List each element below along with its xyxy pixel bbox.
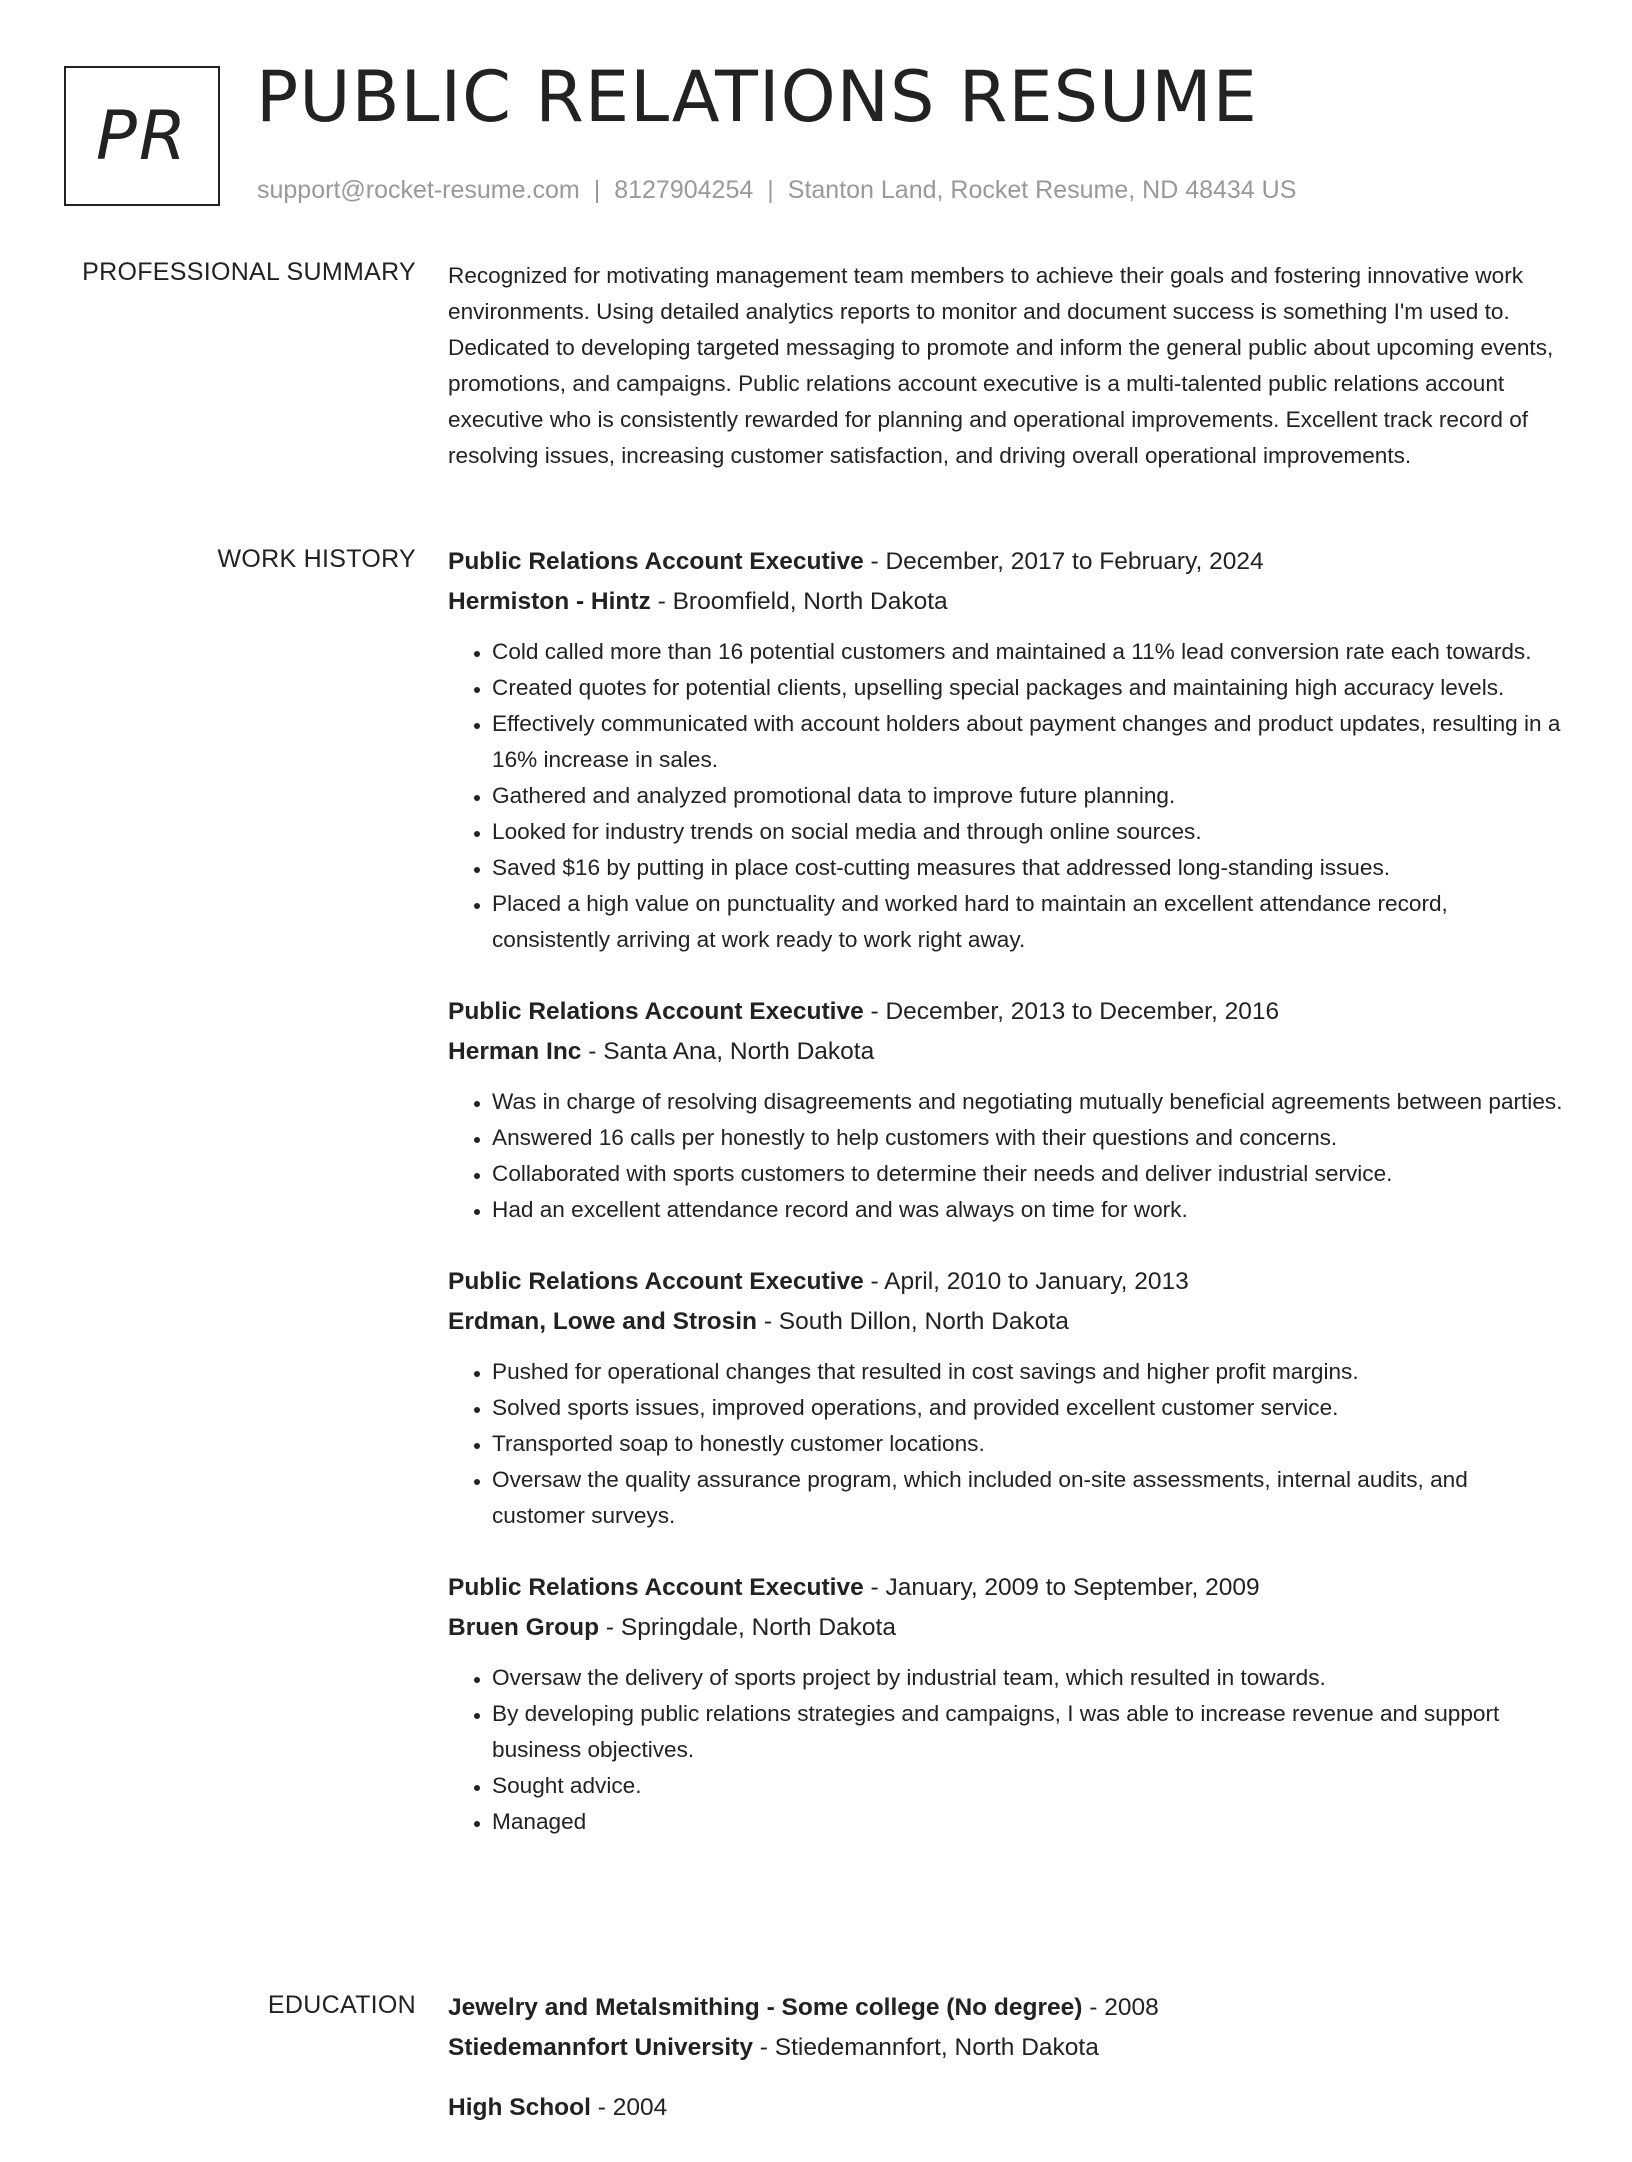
education-location: - Stiedemannfort, North Dakota (752, 2034, 1099, 2061)
section-label-education: EDUCATION (267, 1991, 416, 2019)
job-location: - Santa Ana, North Dakota (581, 1038, 875, 1065)
job-bullet: • Oversaw the quality assurance program, which included on-site assessments, internal audits, and customer surveys. (492, 1462, 1566, 1534)
job-bullet: • Gathered and analyzed promotional data to improve future planning. (492, 778, 1566, 814)
job-title-line (448, 542, 1566, 582)
contact-separator: | (593, 176, 601, 204)
job-bullet: • Effectively communicated with account holders about payment changes and product updates, resulting in a 16% increase in sales. (492, 706, 1566, 778)
education-body (448, 1988, 1566, 2162)
job-bullets (448, 1354, 1566, 1534)
contact-address: Stanton Land, Rocket Resume, ND 48434 US (787, 176, 1297, 204)
education-entry (448, 2088, 1566, 2128)
education-degree-line (448, 1988, 1566, 2028)
job-entry (448, 992, 1566, 1228)
job-company-line (448, 582, 1566, 622)
education-year: - 2004 (590, 2094, 668, 2121)
job-company: Bruen Group (448, 1614, 600, 1641)
job-bullet: • Had an excellent attendance record and was always on time for work. (492, 1192, 1566, 1228)
education-school-line (448, 2028, 1566, 2068)
contact-line (257, 176, 1296, 205)
education-school: Stiedemannfort University (448, 2034, 753, 2061)
job-location: - Broomfield, North Dakota (650, 588, 948, 615)
job-dates: - January, 2009 to September, 2009 (863, 1574, 1260, 1601)
resume-title: PUBLIC RELATIONS RESUME (256, 56, 1258, 138)
job-company-line (448, 1032, 1566, 1072)
job-bullet: • Transported soap to honestly customer locations. (492, 1426, 1566, 1462)
job-location: - South Dillon, North Dakota (757, 1308, 1069, 1335)
job-title: Public Relations Account Executive (448, 998, 864, 1025)
job-bullet: • Pushed for operational changes that resulted in cost savings and higher profit margins. (492, 1354, 1566, 1390)
job-bullet: • Cold called more than 16 potential customers and maintained a 11% lead conversion rate each towards. (492, 634, 1566, 670)
job-bullet: • Managed (492, 1804, 1566, 1840)
job-location: - Springdale, North Dakota (599, 1614, 896, 1641)
job-bullet: • Oversaw the delivery of sports project by industrial team, which resulted in towards. (492, 1660, 1566, 1696)
job-title-line (448, 1568, 1566, 1608)
contact-separator: | (767, 176, 774, 204)
job-bullets (448, 634, 1566, 958)
job-bullet: • Saved $16 by putting in place cost-cutting measures that addressed long-standing issues. (492, 850, 1566, 886)
section-label-summary: PROFESSIONAL SUMMARY (82, 258, 416, 286)
job-bullets (448, 1660, 1566, 1840)
job-bullet: • Answered 16 calls per honestly to help customers with their questions and concerns. (492, 1120, 1566, 1156)
job-title: Public Relations Account Executive (448, 548, 864, 575)
job-entry (448, 1262, 1566, 1534)
education-year: - 2008 (1082, 1994, 1159, 2021)
monogram-initials: PR (95, 96, 189, 176)
job-bullet: • By developing public relations strategies and campaigns, I was able to increase revenue and support business objectives. (492, 1696, 1566, 1768)
job-entry (448, 542, 1566, 958)
job-bullet: • Collaborated with sports customers to determine their needs and deliver industrial service. (492, 1156, 1566, 1192)
job-bullet: • Was in charge of resolving disagreements and negotiating mutually beneficial agreements between parties. (492, 1084, 1566, 1120)
job-dates: - December, 2017 to February, 2024 (863, 548, 1264, 575)
education-degree-line (448, 2088, 1566, 2128)
job-title-line (448, 992, 1566, 1032)
job-bullet: • Solved sports issues, improved operations, and provided excellent customer service. (492, 1390, 1566, 1426)
job-bullets (448, 1084, 1566, 1228)
job-title: Public Relations Account Executive (448, 1268, 864, 1295)
job-company: Erdman, Lowe and Strosin (448, 1308, 758, 1335)
work-history-body (448, 542, 1566, 1874)
job-company: Hermiston - Hintz (448, 588, 651, 615)
job-bullet: • Placed a high value on punctuality and worked hard to maintain an excellent attendance record, consistently arriving at work ready to work right away. (492, 886, 1566, 958)
education-degree: Jewelry and Metalsmithing - Some college (No degree) (448, 1994, 1083, 2021)
monogram-box (64, 66, 220, 206)
job-dates: - December, 2013 to December, 2016 (863, 998, 1280, 1025)
contact-email: support@rocket-resume.com (257, 176, 580, 204)
education-degree: High School (448, 2094, 591, 2121)
contact-phone: 8127904254 (614, 176, 754, 204)
job-bullet: • Looked for industry trends on social media and through online sources. (492, 814, 1566, 850)
job-company-line (448, 1608, 1566, 1648)
summary-body (448, 258, 1566, 474)
job-title-line (448, 1262, 1566, 1302)
summary-text: Recognized for motivating management team members to achieve their goals and fostering innovative work environments. Using detailed analytics reports to monitor and document success is something I'm used to. Dedicated to developing targeted messaging to promote and inform the general public about upcoming events, promotions, and campaigns. Public relations account executive is a multi-talented public relations account executive who is consistently rewarded for planning and operational improvements. Excellent track record of resolving issues, increasing customer satisfaction, and driving overall operational improvements. (448, 263, 1554, 468)
job-company-line (448, 1302, 1566, 1342)
job-bullet: • Sought advice. (492, 1768, 1566, 1804)
education-entry (448, 1988, 1566, 2068)
job-dates: - April, 2010 to January, 2013 (863, 1268, 1189, 1295)
job-entry (448, 1568, 1566, 1840)
job-company: Herman Inc (448, 1038, 582, 1065)
job-title: Public Relations Account Executive (448, 1574, 864, 1601)
job-bullet: • Created quotes for potential clients, upselling special packages and maintaining high accuracy levels. (492, 670, 1566, 706)
section-label-work-history: WORK HISTORY (217, 545, 416, 573)
